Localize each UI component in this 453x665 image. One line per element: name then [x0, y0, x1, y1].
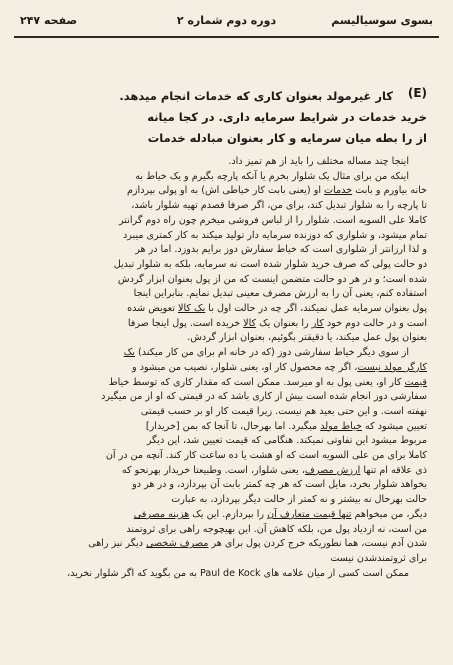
- body-line: کاملا علی السویه است. شلوار را از لباس فروشی میخرم چون راه دوم گرانتر: [119, 214, 427, 226]
- underlined-term: کارگر مولد نیست: [357, 361, 427, 373]
- body-line: مربوط میشود این تفاوتی نمیکند. هنگامی که قیمت تعیین شد، این دیگر: [146, 435, 427, 447]
- body-line: ممکن است کسی از میان علامه های Paul de Kock به من بگوید که اگر شلوار نخرید،: [67, 567, 409, 579]
- body-line: خانه بیاورم و بابت خدمات او (یعنی بابت کار خیاطی اش) به او پولی بپردازم: [126, 185, 427, 197]
- body-line: نهفته است. و این حتی بعید هم نیست. زیرا قیمت کار او بر حسب قیمتی: [140, 405, 427, 417]
- body-line: ذی علاقه ام تنها ارزش مصرف، یعنی شلوار، است. وطبیعتا خریدار بهرنحو که: [121, 464, 427, 476]
- underlined-term: کالا: [243, 317, 257, 329]
- body-line: اینجا چند مساله مختلف را باید از هم تمیز داد.: [228, 156, 409, 167]
- body-line: از سوی دیگر خیاط سفارشی دوز (که در خانه ام برای من کار میکند) یک: [123, 347, 409, 359]
- underlined-term: قیمت: [404, 376, 427, 388]
- underlined-term: یک کالا: [177, 303, 206, 315]
- body-line: شدن آدم نیست، هما نطوریکه خرج کردن پول برای هر مصرف شخصی دیگر نیز راهی: [88, 538, 427, 550]
- body-line: بخواهد شلوار بخرد، مایل است که هر چه کمتر بابت آن بپردازد، و در هر دو: [132, 479, 427, 491]
- body-line: بعنوان پول عمل میکند، یا دقیقتر بگوئیم، بعنوان ابزار گردش.: [187, 332, 427, 344]
- body-line: کارگر مولد نیست، اگر چه محصول کار او، یعنی شلوار، نصیب من میشود و: [132, 361, 427, 373]
- body-line: تعیین میشود که خیاط مولد میگیرد. اما بهرحال، تا آنجا که بمن [خریدار]: [145, 420, 427, 432]
- underlined-term: مصرف شخصی: [146, 538, 209, 550]
- underlined-term: خیاط مولد: [320, 420, 362, 432]
- body-line: تمام میشود، و شلواری که دوزنده سرمایه دار تولید میکند به کار کمتری میبرد: [123, 229, 427, 241]
- running-header: [14, 12, 439, 32]
- underlined-term: کار: [311, 317, 324, 329]
- body-line: دیگر، من میخواهم تنها قیمت متعارف آن را بپردازم. این یک هزینه مصرفی: [133, 508, 427, 520]
- body-line: است و در حالت دوم خود کار را بعنوان یک کالا خریده است. پول اینجا صرفا: [127, 317, 427, 329]
- body-line: دو حالت پولی که صرف خرید شلوار شده است نه سرمایه، بلکه به شلوار تبدیل: [113, 258, 427, 270]
- intro-line-3: از را بطه میان سرمایه و کار بعنوان مبادله خدمات: [147, 131, 427, 145]
- body-line: شده است؛ و در هر دو حالت متضمن اینست که من از پول بعنوان ابزار گردش: [117, 273, 427, 285]
- body-line: برای ثروتمندشدن نیست: [330, 552, 427, 564]
- body-line: کاملا برای من علی السویه است که او هشت یا ده ساعت کار کند. آنچه من در آن: [105, 450, 427, 462]
- body-line: پول بعنوان سرمایه عمل نمیکند، اگر چه در حالت اول با یک کالا تعویض شده: [127, 303, 427, 315]
- page-number: صفحه ۲۴۷: [20, 14, 78, 27]
- body-line: استفاده کنم، یعنی آن را به ارزش مصرف معینی تبدیل نمایم. بنابراین اینجا: [133, 288, 427, 300]
- latin-name: Paul de Kock: [200, 567, 261, 579]
- underlined-term: یک: [123, 347, 135, 359]
- body-line: تا پارچه را به شلوار تبدیل کند، برای من، اگر صرفا قصدم تهیه شلوار باشد،: [131, 200, 427, 212]
- underlined-term: ارزش مصرف: [304, 464, 361, 476]
- body-line: سفارشی دوز انجام شده است بیش از کاری باشد که در قیمتی که او از من میگیرد: [101, 391, 427, 403]
- underlined-term: خدمات: [324, 185, 353, 197]
- body-line: من است، نه ازدیاد پول من، بلکه کاهش آن. این بهیچوجه راهی برای ثروتمند: [126, 523, 427, 535]
- intro-line-1: کار غیرمولد بعنوان کاری که خدمات انجام میدهد.: [119, 89, 393, 103]
- header-rule: [14, 36, 439, 38]
- body-line: قیمت کار او، یعنی پول به او میرسد. ممکن است که مقدار کاری که توسط خیاط: [108, 376, 427, 388]
- body-line: اینکه من برای مثال یک شلوار بخرم یا آنکه پارچه بگیرم و یک خیاط به: [135, 170, 409, 182]
- intro-line-2: خرید خدمات در شرایط سرمایه داری. در کجا میانه: [147, 110, 427, 124]
- section-intro: [30, 86, 427, 149]
- body-line: حالت بهرحال نه بیشتر و نه کمتر از حالت دیگر بپردازد، به عبارت: [171, 494, 427, 506]
- underlined-term: تنها قیمت متعارف آن: [267, 508, 352, 520]
- body-line: و لذا ارزانتر از شلواری است که خیاط سفارش دوز برایم بدوزد. اما در هر: [135, 244, 427, 256]
- underlined-term: هزینه مصرفی: [133, 508, 190, 520]
- issue-label: دوره دوم شماره ۲: [176, 14, 277, 27]
- body-text: [24, 155, 427, 581]
- section-marker: (E): [407, 86, 427, 100]
- journal-title: بسوی سوسیالیسم: [331, 14, 433, 27]
